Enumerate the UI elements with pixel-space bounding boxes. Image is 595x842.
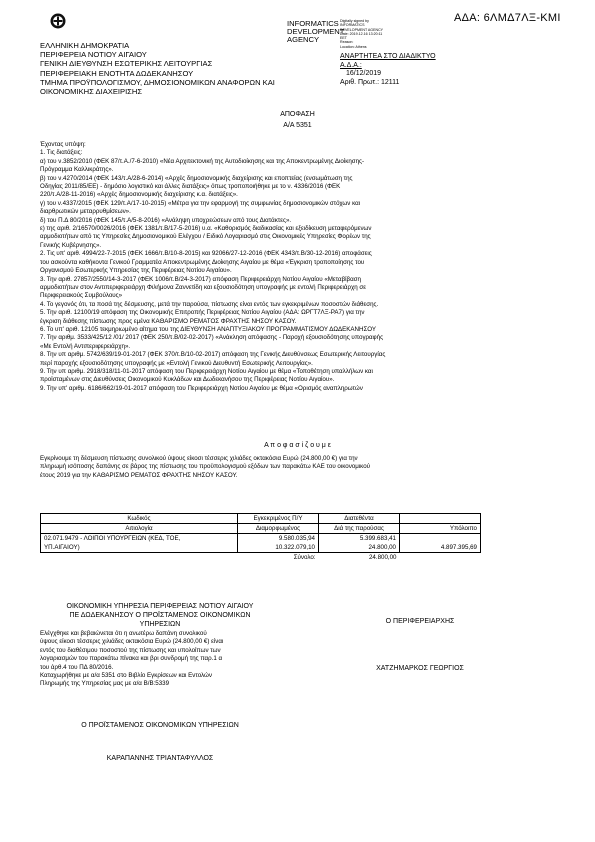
ada-code: ΑΔΑ: 6ΛΜΔ7ΛΞ-ΚΜΙ: [454, 12, 561, 24]
row-allocated: 5.399.683,41: [319, 534, 400, 544]
considering-line: 5. Την αριθ. 12100/19 απόφαση της Οικονομικής Επιτροπής Περιφέρειας Νοτίου Αιγαίου (ΑΔΑ: ΩΡΓΤ7ΛΞ-ΡΑ7) για την: [40, 309, 365, 317]
header-line: ΕΛΛΗΝΙΚΗ ΔΗΜΟΚΡΑΤΙΑ: [40, 41, 130, 50]
considering-line: 220/τ.Α/28-11-2016) «Αρχές δημοσιονομικής διαχείρισης κ.α. διατάξεις».: [40, 191, 238, 199]
considering-line: 6. Το υπ' αριθ. 12105 τεκμηριωμένο αίτημα του της ΔΙΕΥΘΥΝΣΗ ΑΝΑΠΤΥΞΙΑΚΟΥ ΠΡΟΓΡΑΜΜΑΤΙΣΜΟΥ ΔΩΔΕΚΑΝΗΣΟΥ: [40, 325, 377, 333]
issuer-header: [40, 41, 275, 96]
financial-service-line: ΠΕ ΔΩΔΕΚΑΝΗΣΟΥ Ο ΠΡΟΪΣΤΑΜΕΝΟΣ ΟΙΚΟΝΟΜΙΚΩΝ: [69, 612, 251, 619]
considering-line: δ) του Π.Δ 80/2016 (ΦΕΚ 145/τ.Α/5-8-2016) «Ανάληψη υποχρεώσεων από τους Διατάκτες».: [40, 216, 292, 224]
header-reason: Αιτιολογία: [41, 524, 238, 534]
row-remaining: 4.897.395,69: [400, 543, 481, 553]
total-label: Σύνολο:: [293, 554, 316, 561]
publish-online-label: ΑΝΑΡΤΗΤΕΑ ΣΤΟ ΔΙΑΔΙΚΤΥΟ: [340, 53, 436, 60]
decide-line: Εγκρίνουμε τη δέσμευση πίστωσης συνολικού ύψους είκοσι τέσσερις χιλιάδες οκτακόσια Ευρώ (24.800,00 €) για την: [40, 455, 358, 462]
governor-name: ΧΑΤΖΗΜΑΡΚΟΣ ΓΕΩΡΓΙΟΣ: [376, 665, 464, 672]
financial-text-line: Καταχωρήθηκε με α/α 5351 στο Βιβλίο Εγκρίσεων και Εντολών: [40, 672, 212, 680]
stamp-detail: DEVELOPMENT AGENCY: [340, 27, 384, 32]
financial-service-line: ΟΙΚΟΝΟΜΙΚΗ ΥΠΗΡΕΣΙΑ ΠΕΡΙΦΕΡΕΙΑΣ ΝΟΤΙΟΥ ΑΙΓΑΙΟΥ: [66, 603, 254, 610]
financial-text-line: εντός του διαθέσιμου ποσοστού της πίστωσης και υπολοίπων των: [40, 646, 221, 654]
financial-text-line: Πληρωμής της Υπηρεσίας μας με α/α Β/Β:5339: [40, 680, 170, 688]
considering-line: Γενικής Κυβέρνησης».: [40, 241, 102, 249]
considering-line: Οργανισμού Εσωτερικής Υπηρεσίας της Περιφέρειας Νοτίου Αιγαίου».: [40, 267, 232, 275]
considering-line: 8. Την υπ αριθμ. 5742/639/19-01-2017 (ΦΕΚ 370/τ.Β/10-02-2017) απόφαση της Γενικής Διευθύνσεως Εσωτερικής Λειτουργίας: [40, 351, 386, 359]
considering-line: 7. Την αριθμ. 3533/425/12 /01/ 2017 (ΦΕΚ 250/τ.Β/02-02-2017) «Ανάκληση απόφασης - Παροχή εξουσιοδότησης υπογραφής: [40, 334, 384, 342]
financial-text-line: ύψους είκοσι τέσσερις χιλιάδες οκτακόσια Ευρώ (24.800,00 €) είναι: [40, 638, 224, 646]
considering-line: αρμοδιοτήτων στον Αντιπεριφερειάρχη Φιλήμονα Ζαννετίδη και εξουσιοδότηση υπογραφής με εντολή Περιφερειάρχη σε: [40, 283, 366, 291]
decide-title: Α π ο φ α σ ί ζ ο υ μ ε: [264, 442, 331, 449]
protocol-date: 16/12/2019: [346, 70, 382, 78]
budget-table: [40, 513, 481, 562]
decision-title: ΑΠΟΦΑΣΗ: [280, 111, 315, 118]
header-line: ΠΕΡΙΦΕΡΕΙΑ ΝΟΤΙΟΥ ΑΙΓΑΙΟΥ: [40, 50, 147, 60]
stamp-detail: INFORMATICS: [340, 23, 365, 28]
header-approved: Εγκεκριμένος Π/Υ: [238, 514, 319, 524]
row-formed: 10.322.079,10: [238, 543, 319, 553]
header-line: ΠΕΡΙΦΕΡΕΙΑΚΗ ΕΝΟΤΗΤΑ ΔΩΔΕΚΑΝΗΣΟΥ: [40, 68, 194, 78]
header-line: ΓΕΝΙΚΗ ΔΙΕΥΘΥΝΣΗ ΕΣΩΤΕΡΙΚΗΣ ΛΕΙΤΟΥΡΓΙΑΣ: [40, 59, 213, 69]
financial-text-line: Ελέγχθηκε και βεβαιώνεται ότι η ανωτέρω δαπάνη συνολικού: [40, 630, 207, 637]
considering-line: διαρθρωτικών μεταρρυθμίσεων».: [40, 208, 131, 216]
considering-line: α) του ν.3852/2010 (ΦΕΚ 87/τ.Α./7-6-2010) «Νέα Αρχιτεκτονική της Αυτοδιοίκησης και της Αποκεντρωμένης Διοίκησης-: [40, 157, 365, 165]
financial-service-title: [40, 602, 280, 629]
table-total-row: [41, 553, 481, 563]
considering-line: Οδηγίας 2011/85/ΕΕ) - δημόσιο λογιστικό και άλλες διατάξεις» όπως τροποποιήθηκε με το ν. 4336/2016 (ΦΕΚ: [40, 183, 341, 191]
considering-line: γ) του ν.4337/2015 (ΦΕΚ 129/τ.Α/17-10-2015) «Μέτρα για την εφαρμογή της συμφωνίας δημοσιονομικών στόχων και: [40, 199, 361, 207]
considering-line: ε) της αριθ. 2/16570/0026/2016 (ΦΕΚ 1381/τ.Β/17-5-2016) υ.α. «Καθορισμός διαδικασίας και εξειδίκευση μεταφερόμενων: [40, 225, 372, 233]
considering-line: έγκριση διάθεσης πίστωσης προς εμένα ΚΑΘΑΡΙΣΜΟ ΡΕΜΑΤΟΣ ΦΡΑΧΤΗΣ ΝΗΣΟΥ ΚΑΣΟΥ.: [40, 317, 297, 325]
considering-section: [40, 141, 558, 393]
considering-line: Περιφερειακούς Συμβούλους»: [40, 292, 123, 300]
financial-head-label: Ο ΠΡΟΪΣΤΑΜΕΝΟΣ ΟΙΚΟΝΟΜΙΚΩΝ ΥΠΗΡΕΣΙΩΝ: [81, 722, 239, 729]
total-value: 24.800,00: [368, 554, 397, 561]
header-allocated: Διατεθέντα: [319, 514, 400, 524]
financial-text-line: του άρθ.4 του ΠΔ 80/2016.: [40, 663, 114, 671]
financial-text-line: λογαριασμών του παρακάτω πίνακα και βρι συνδρομή της παρ.1 α: [40, 655, 223, 663]
stamp-detail: Digitally signed by: [340, 19, 369, 23]
decide-section: [40, 455, 558, 480]
header-formed: Διαμορφωμένος: [238, 524, 319, 534]
considering-line: 9. Την υπ αριθμ. 2918/318/11-01-2017 απόφαση του Περιφερειάρχη Νοτίου Αιγαίου με θέμα «Τοποθέτηση υπαλλήλων και: [40, 367, 373, 375]
row-code-2: ΥΠ.ΑΙΓΑΙΟΥ): [41, 543, 238, 553]
considering-line: «Με Εντολή Αντιπεριφερειάρχη».: [40, 342, 131, 350]
considering-line: 3. Την αριθ. 27857/2550/14-3-2017 (ΦΕΚ 1006/τ.Β/24-3-2017) απόφαση Περιφερειάρχη Νοτίου Αιγαίου «Μεταβίβαση: [40, 275, 361, 283]
considering-line: 1. Τις διατάξεις:: [40, 149, 83, 157]
header-code: Κωδικός: [41, 514, 238, 524]
ada-label: Α.Δ.Α.:: [340, 61, 362, 69]
table-header-row: [41, 524, 481, 534]
digital-signature-stamp: [287, 20, 344, 44]
considering-line: αρμοδιοτήτων από τις Υπηρεσίες Δημοσιονομικού Ελέγχου / Ειδικό Λογαριασμό στις Οικονομικές Υπηρεσίες Φορέων της: [40, 233, 371, 241]
header-current: Διά της παρούσας: [319, 524, 400, 534]
considering-line: Πρόγραμμα Καλλικράτης».: [40, 166, 114, 174]
stamp-detail: Location: Athens: [340, 44, 367, 49]
considering-line: 2. Τις υπ' αριθ. 4994/22-7-2015 (ΦΕΚ 1666/τ.Β/10-8-2015) και 92066/27-12-2016 (ΦΕΚ 4343/τ.Β/30-12-2016) αποφάσεις: [40, 250, 372, 258]
table-header-row: [41, 514, 481, 524]
stamp-detail: Reason:: [340, 40, 354, 45]
decide-line: έτους 2019 για την ΚΑΘΑΡΙΣΜΟ ΡΕΜΑΤΟΣ ΦΡΑΧΤΗΣ ΝΗΣΟΥ ΚΑΣΟΥ.: [40, 471, 238, 479]
governor-label: Ο ΠΕΡΙΦΕΡΕΙΑΡΧΗΣ: [385, 618, 455, 625]
considering-line: 4. Το γεγονός ότι, τα ποσά της δέσμευσης, μετά την παρούσα, πίστωσης είναι εντός των εγκεκριμένων ποσοστών διάθεσης.: [40, 300, 379, 308]
table-row: [41, 543, 481, 553]
financial-service-line: ΥΠΗΡΕΣΙΩΝ: [139, 621, 181, 628]
protocol-block: [340, 53, 436, 87]
stamp-line: DEVELOPMENT: [287, 27, 345, 36]
row-empty-cell: [400, 534, 481, 544]
header-line: ΤΜΗΜΑ ΠΡΟΫΠΟΛΟΓΙΣΜΟΥ, ΔΗΜΟΣΙΟΝΟΜΙΚΩΝ ΑΝΑΦΟΡΩΝ ΚΑΙ: [40, 77, 275, 87]
considering-intro: Έχοντας υπόψη:: [40, 141, 86, 148]
considering-line: β) του ν.4270/2014 (ΦΕΚ 143/τ.Α/28-6-2014) «Αρχές δημοσιονομικής διαχείρισης και εποπτείας (ενσωμάτωση της: [40, 174, 353, 182]
considering-line: προϊσταμένων στις Διευθύνσεις Οικονομικού Κυκλάδων και Δωδεκανήσου της Περιφέρειας Νοτίου Αιγαίου».: [40, 376, 335, 384]
greek-emblem-icon: [50, 13, 66, 29]
decision-code: Α/Α 5351: [283, 122, 312, 129]
row-current: 24.800,00: [319, 543, 400, 553]
financial-service-text: [40, 630, 290, 689]
header-remaining: Υπόλοιπο: [400, 524, 481, 534]
protocol-number: Αριθ. Πρωτ.: 12111: [340, 78, 400, 86]
considering-line: 9. Την υπ' αριθμ. 6186/662/19-01-2017 απόφαση του Περιφερειάρχη Νοτίου Αιγαίου με θέμα «Ορισμός αναπληρωτών: [40, 384, 363, 392]
digital-signature-details: [340, 19, 383, 49]
table-row: [41, 534, 481, 544]
considering-line: του ασκούντα καθήκοντα Γενικού Γραμματέα Αποκεντρωμένης Διοίκησης Αιγαίου με θέμα «Έγκριση τροποποίησης του: [40, 258, 365, 266]
header-line: ΟΙΚΟΝΟΜΙΚΗΣ ΔΙΑΧΕΙΡΙΣΗΣ: [40, 87, 143, 97]
stamp-line: INFORMATICS: [287, 19, 339, 28]
row-code: 02.071.9479 - ΛΟΙΠΟΙ ΥΠΟΥΡΓΕΙΩΝ (ΚΕΔ, ΤΟΕ,: [41, 534, 238, 544]
row-approved: 9.580.035,94: [238, 534, 319, 544]
decide-line: πληρωμή ισόποσης δαπάνης σε βάρος της πίστωσης του προϋπολογισμού εξόδων των παρακάτω ΚΑΕ του οικονομικού: [40, 463, 371, 471]
stamp-line: AGENCY: [287, 35, 320, 44]
stamp-detail: Date: 2019.12.16 13:20:11: [340, 31, 383, 36]
financial-head-name: ΚΑΡΑΠΑΝΝΗΣ ΤΡΙΑΝΤΑΦΥΛΛΟΣ: [106, 755, 214, 762]
header-empty: [400, 514, 481, 524]
stamp-detail: EET: [340, 36, 347, 41]
considering-line: περί παροχής εξουσιοδότησης υπογραφής με «Εντολή Γενικού Διευθυντή Εσωτερικής Λειτουργίας».: [40, 359, 313, 367]
